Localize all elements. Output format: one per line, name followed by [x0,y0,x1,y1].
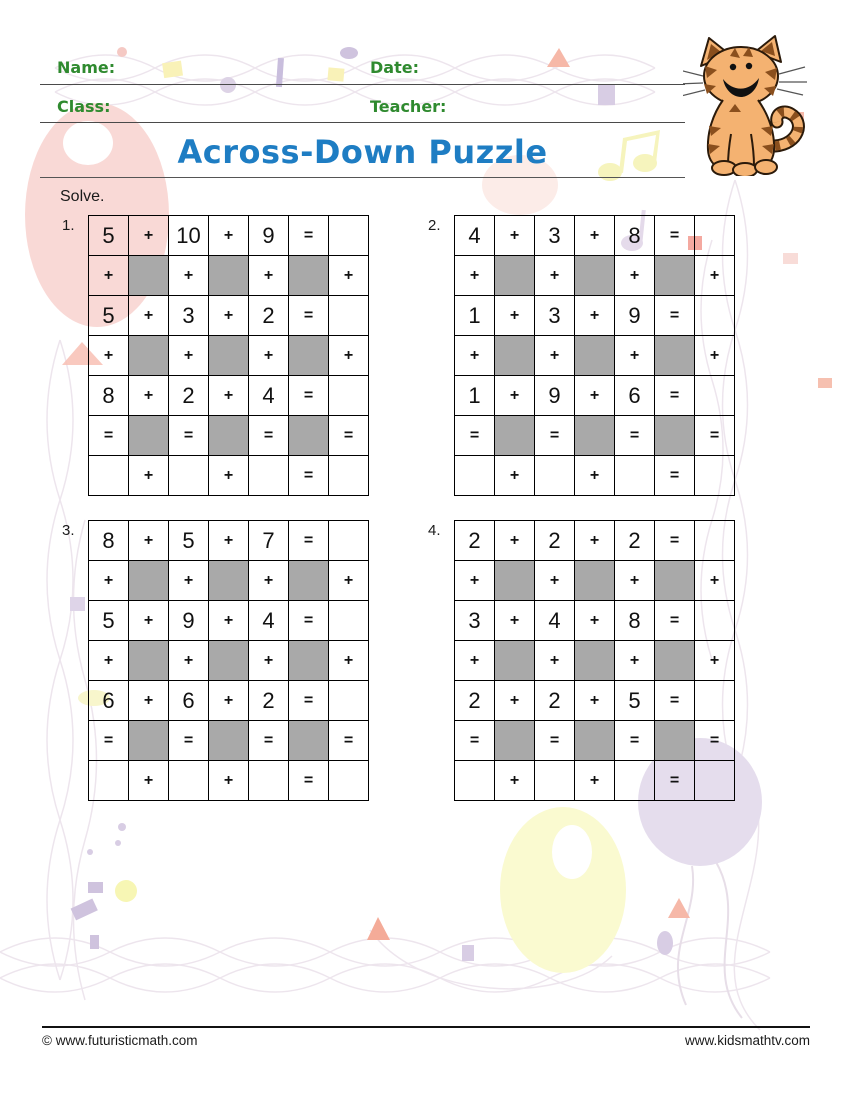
grid-cell-answer[interactable] [329,761,369,801]
cat-illustration [683,34,808,176]
puzzle-4-grid [454,520,735,801]
grid-cell-answer[interactable] [455,761,495,801]
grid-cell-gray [655,641,695,681]
grid-cell-number: 8 [615,601,655,641]
puzzle-4 [428,520,735,801]
grid-cell-gray [129,416,169,456]
grid-cell-gray [289,641,329,681]
grid-cell-operator: + [89,641,129,681]
grid-cell-gray [495,336,535,376]
grid-cell-operator: + [329,336,369,376]
grid-cell-number: 5 [89,216,129,256]
grid-cell-operator: + [329,256,369,296]
grid-cell-operator: + [455,561,495,601]
grid-cell-answer[interactable] [455,456,495,496]
grid-cell-operator: = [89,416,129,456]
grid-cell-number: 9 [535,376,575,416]
grid-cell-number: 4 [249,376,289,416]
grid-cell-operator: = [289,521,329,561]
grid-cell-operator: = [535,416,575,456]
instruction-text: Solve. [60,188,105,205]
class-teacher-entry-line[interactable] [40,122,685,123]
grid-cell-operator: + [575,296,615,336]
grid-cell-number: 10 [169,216,209,256]
grid-cell-operator: + [495,376,535,416]
grid-cell-operator: = [695,416,735,456]
grid-cell-operator: + [209,601,249,641]
grid-cell-operator: + [575,761,615,801]
grid-cell-operator: = [249,416,289,456]
grid-cell-answer[interactable] [329,456,369,496]
grid-cell-gray [209,561,249,601]
grid-cell-gray [575,256,615,296]
grid-cell-number: 9 [169,601,209,641]
grid-cell-operator: + [89,256,129,296]
grid-cell-operator: = [455,416,495,456]
footer-copyright: © www.futuristicmath.com [42,1033,198,1048]
grid-cell-number: 4 [455,216,495,256]
grid-cell-operator: = [89,721,129,761]
grid-cell-number: 9 [615,296,655,336]
grid-cell-operator: = [655,681,695,721]
grid-cell-answer[interactable] [329,376,369,416]
grid-cell-operator: + [535,256,575,296]
grid-cell-operator: + [455,336,495,376]
class-label: Class: [57,97,111,116]
grid-cell-operator: + [615,256,655,296]
grid-cell-operator: + [169,336,209,376]
footer [42,1033,810,1048]
grid-cell-answer[interactable] [329,216,369,256]
grid-cell-operator: = [249,721,289,761]
grid-cell-gray [209,641,249,681]
name-label: Name: [57,58,116,77]
grid-cell-number: 2 [455,521,495,561]
grid-cell-gray [655,561,695,601]
grid-cell-operator: + [695,641,735,681]
grid-cell-operator: + [129,601,169,641]
grid-cell-number: 3 [535,216,575,256]
grid-cell-operator: = [329,416,369,456]
grid-cell-operator: + [695,256,735,296]
page-title: Across-Down Puzzle [177,133,548,171]
grid-cell-answer[interactable] [695,601,735,641]
grid-cell-operator: + [575,601,615,641]
puzzle-1 [62,215,369,496]
grid-cell-answer[interactable] [169,761,209,801]
grid-cell-answer[interactable] [695,681,735,721]
grid-cell-operator: + [575,456,615,496]
grid-cell-operator: + [575,376,615,416]
grid-cell-number: 3 [455,601,495,641]
grid-cell-number: 3 [169,296,209,336]
footer-site: www.kidsmathtv.com [684,1033,810,1048]
grid-cell-gray [129,641,169,681]
grid-cell-number: 2 [535,681,575,721]
grid-cell-gray [289,336,329,376]
grid-cell-answer[interactable] [329,521,369,561]
grid-cell-number: 8 [89,376,129,416]
grid-cell-answer[interactable] [329,296,369,336]
grid-cell-gray [655,336,695,376]
grid-cell-operator: + [209,296,249,336]
grid-cell-operator: + [89,561,129,601]
grid-cell-operator: = [289,216,329,256]
puzzle-1-number: 1. [62,217,75,234]
grid-cell-operator: = [655,761,695,801]
grid-cell-operator: = [655,376,695,416]
puzzle-3-number: 3. [62,522,75,539]
footer-divider [42,1026,810,1028]
grid-cell-operator: + [535,561,575,601]
grid-cell-number: 2 [455,681,495,721]
grid-cell-operator: + [495,521,535,561]
grid-cell-operator: + [495,681,535,721]
grid-cell-operator: + [209,376,249,416]
grid-cell-number: 2 [249,681,289,721]
grid-cell-operator: = [289,296,329,336]
grid-cell-answer[interactable] [695,456,735,496]
grid-cell-gray [575,416,615,456]
grid-cell-operator: = [169,416,209,456]
grid-cell-number: 5 [89,296,129,336]
grid-cell-number: 5 [89,601,129,641]
grid-cell-operator: + [495,456,535,496]
grid-cell-operator: = [695,721,735,761]
grid-cell-answer[interactable] [615,761,655,801]
grid-cell-gray [575,721,615,761]
grid-cell-operator: + [209,456,249,496]
grid-cell-answer[interactable] [249,761,289,801]
grid-cell-operator: + [535,641,575,681]
grid-cell-operator: + [249,336,289,376]
grid-cell-gray [289,561,329,601]
grid-cell-gray [575,561,615,601]
grid-cell-operator: + [575,216,615,256]
teacher-label: Teacher: [370,97,447,116]
grid-cell-gray [655,721,695,761]
grid-cell-operator: = [289,376,329,416]
grid-cell-number: 8 [89,521,129,561]
grid-cell-operator: + [209,521,249,561]
grid-cell-number: 5 [615,681,655,721]
grid-cell-operator: + [209,681,249,721]
grid-cell-gray [129,256,169,296]
grid-cell-answer[interactable] [535,456,575,496]
grid-cell-operator: + [129,681,169,721]
grid-cell-operator: + [695,336,735,376]
grid-cell-number: 5 [169,521,209,561]
grid-cell-gray [209,336,249,376]
grid-cell-answer[interactable] [695,216,735,256]
grid-cell-number: 4 [249,601,289,641]
grid-cell-operator: + [495,296,535,336]
grid-cell-gray [495,561,535,601]
grid-cell-gray [655,416,695,456]
grid-cell-answer[interactable] [695,376,735,416]
grid-cell-answer[interactable] [329,601,369,641]
grid-cell-operator: + [249,256,289,296]
grid-cell-gray [129,721,169,761]
grid-cell-number: 2 [169,376,209,416]
grid-cell-gray [289,416,329,456]
grid-cell-gray [495,641,535,681]
grid-cell-gray [209,721,249,761]
grid-cell-operator: = [615,416,655,456]
name-date-entry-line[interactable] [40,84,685,85]
grid-cell-operator: = [455,721,495,761]
grid-cell-operator: = [289,681,329,721]
grid-cell-gray [129,561,169,601]
grid-cell-number: 2 [249,296,289,336]
grid-cell-number: 2 [535,521,575,561]
grid-cell-gray [655,256,695,296]
grid-cell-gray [575,641,615,681]
yellow-balloon [500,807,626,973]
grid-cell-operator: + [249,561,289,601]
grid-cell-answer[interactable] [615,456,655,496]
grid-cell-operator: + [615,336,655,376]
grid-cell-gray [209,256,249,296]
grid-cell-operator: + [575,681,615,721]
grid-cell-operator: + [455,256,495,296]
grid-cell-operator: + [129,456,169,496]
grid-cell-answer[interactable] [89,761,129,801]
grid-cell-number: 4 [535,601,575,641]
grid-cell-operator: = [655,601,695,641]
grid-cell-operator: + [455,641,495,681]
grid-cell-operator: + [129,376,169,416]
grid-cell-operator: = [655,296,695,336]
grid-cell-operator: = [289,761,329,801]
title-divider [40,177,685,178]
puzzle-2-grid [454,215,735,496]
puzzle-3 [62,520,369,801]
puzzle-2-number: 2. [428,217,441,234]
grid-cell-operator: + [495,761,535,801]
grid-cell-operator: + [129,761,169,801]
grid-cell-operator: + [615,641,655,681]
grid-cell-operator: + [209,216,249,256]
grid-cell-operator: = [615,721,655,761]
grid-cell-answer[interactable] [89,456,129,496]
grid-cell-number: 3 [535,296,575,336]
grid-cell-operator: + [169,641,209,681]
date-label: Date: [370,58,419,77]
grid-cell-number: 6 [169,681,209,721]
grid-cell-gray [575,336,615,376]
grid-cell-answer[interactable] [695,296,735,336]
grid-cell-gray [495,256,535,296]
grid-cell-gray [495,721,535,761]
grid-cell-operator: + [329,561,369,601]
puzzle-1-grid [88,215,369,496]
grid-cell-operator: = [329,721,369,761]
grid-cell-gray [289,721,329,761]
grid-cell-gray [209,416,249,456]
puzzle-2 [428,215,735,496]
grid-cell-operator: + [129,521,169,561]
grid-cell-operator: + [575,521,615,561]
grid-cell-operator: = [655,521,695,561]
grid-cell-number: 6 [89,681,129,721]
grid-cell-answer[interactable] [329,681,369,721]
grid-cell-number: 8 [615,216,655,256]
puzzle-3-grid [88,520,369,801]
grid-cell-answer[interactable] [169,456,209,496]
grid-cell-operator: = [289,601,329,641]
grid-cell-operator: + [89,336,129,376]
grid-cell-operator: + [329,641,369,681]
grid-cell-number: 2 [615,521,655,561]
grid-cell-gray [495,416,535,456]
grid-cell-number: 7 [249,521,289,561]
grid-cell-operator: = [289,456,329,496]
grid-cell-answer[interactable] [535,761,575,801]
grid-cell-number: 6 [615,376,655,416]
grid-cell-operator: + [249,641,289,681]
grid-cell-answer[interactable] [249,456,289,496]
grid-cell-gray [289,256,329,296]
grid-cell-gray [129,336,169,376]
grid-cell-operator: + [535,336,575,376]
grid-cell-operator: = [655,456,695,496]
puzzle-4-number: 4. [428,522,441,539]
grid-cell-answer[interactable] [695,761,735,801]
grid-cell-operator: + [129,296,169,336]
grid-cell-operator: + [129,216,169,256]
grid-cell-operator: = [535,721,575,761]
grid-cell-operator: + [169,561,209,601]
grid-cell-operator: + [695,561,735,601]
grid-cell-number: 1 [455,376,495,416]
grid-cell-number: 9 [249,216,289,256]
grid-cell-operator: = [655,216,695,256]
grid-cell-answer[interactable] [695,521,735,561]
grid-cell-operator: = [169,721,209,761]
grid-cell-operator: + [615,561,655,601]
grid-cell-number: 1 [455,296,495,336]
grid-cell-operator: + [495,601,535,641]
grid-cell-operator: + [169,256,209,296]
grid-cell-operator: + [209,761,249,801]
grid-cell-operator: + [495,216,535,256]
